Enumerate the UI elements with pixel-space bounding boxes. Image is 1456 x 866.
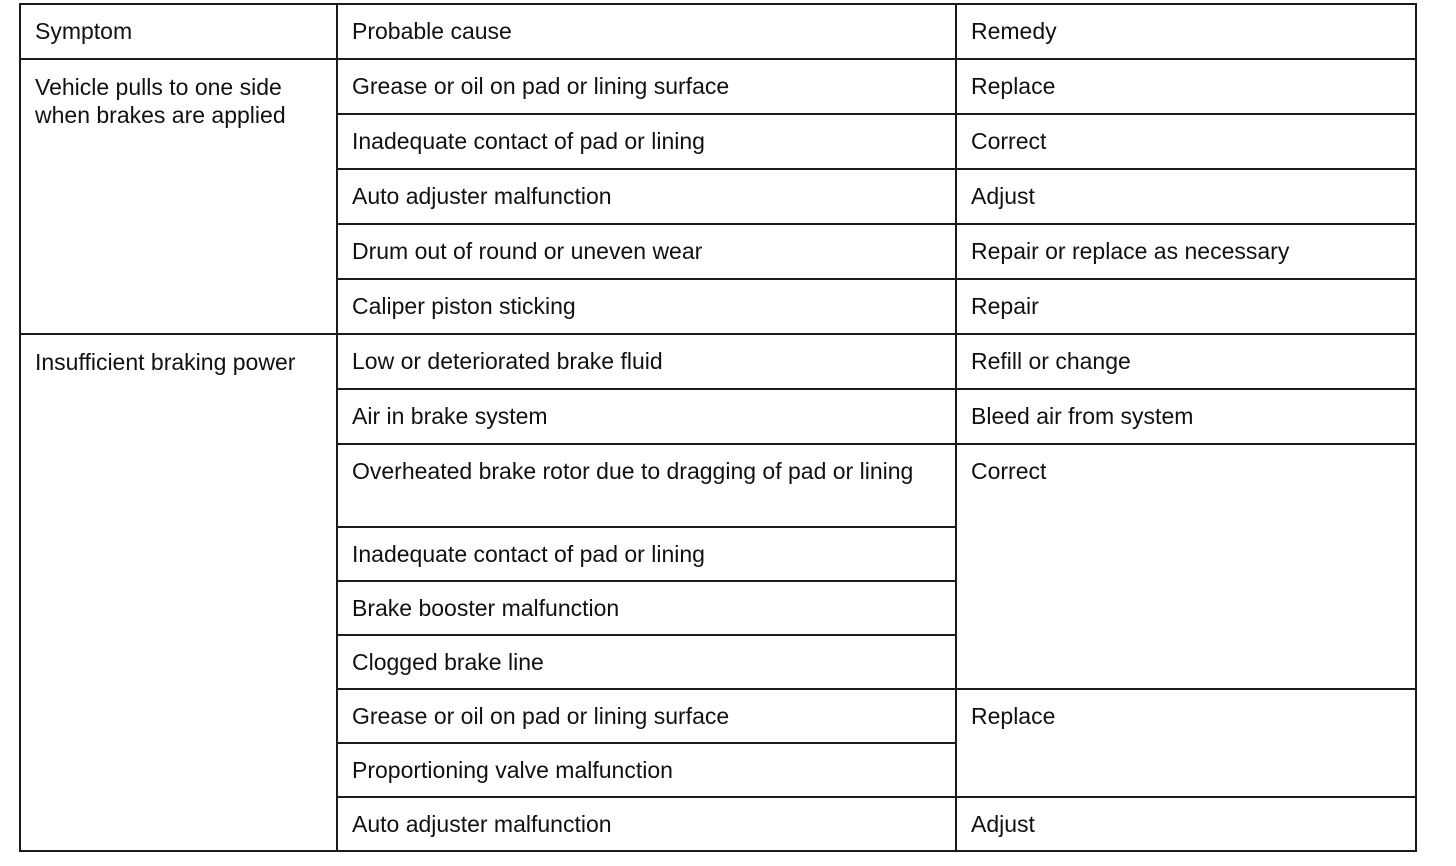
remedy-cell: Repair bbox=[956, 279, 1416, 334]
cause-cell: Auto adjuster malfunction bbox=[337, 797, 956, 851]
cause-cell: Inadequate contact of pad or lining bbox=[337, 114, 956, 169]
cause-cell: Grease or oil on pad or lining surface bbox=[337, 59, 956, 114]
cause-cell: Proportioning valve malfunction bbox=[337, 743, 956, 797]
cause-cell: Drum out of round or uneven wear bbox=[337, 224, 956, 279]
remedy-cell: Refill or change bbox=[956, 334, 1416, 389]
header-remedy: Remedy bbox=[956, 4, 1416, 59]
symptom-cell: Vehicle pulls to one side when brakes are applied bbox=[20, 59, 337, 334]
table-row bbox=[20, 59, 1416, 114]
cause-cell: Caliper piston sticking bbox=[337, 279, 956, 334]
remedy-cell: Correct bbox=[956, 114, 1416, 169]
cause-cell: Air in brake system bbox=[337, 389, 956, 444]
cause-cell: Inadequate contact of pad or lining bbox=[337, 527, 956, 581]
cause-cell: Grease or oil on pad or lining surface bbox=[337, 689, 956, 743]
remedy-cell: Adjust bbox=[956, 169, 1416, 224]
header-row bbox=[20, 4, 1416, 59]
remedy-cell: Repair or replace as necessary bbox=[956, 224, 1416, 279]
cause-cell: Overheated brake rotor due to dragging of pad or lining bbox=[337, 444, 956, 527]
table-row bbox=[20, 334, 1416, 389]
cause-cell: Clogged brake line bbox=[337, 635, 956, 689]
remedy-cell: Correct bbox=[956, 444, 1416, 689]
header-symptom: Symptom bbox=[20, 4, 337, 59]
remedy-cell: Replace bbox=[956, 59, 1416, 114]
remedy-cell: Adjust bbox=[956, 797, 1416, 851]
cause-cell: Brake booster malfunction bbox=[337, 581, 956, 635]
symptom-cell: Insufficient braking power bbox=[20, 334, 337, 851]
cause-cell: Auto adjuster malfunction bbox=[337, 169, 956, 224]
troubleshooting-table bbox=[19, 3, 1417, 852]
header-probable-cause: Probable cause bbox=[337, 4, 956, 59]
remedy-cell: Bleed air from system bbox=[956, 389, 1416, 444]
cause-cell: Low or deteriorated brake fluid bbox=[337, 334, 956, 389]
remedy-cell: Replace bbox=[956, 689, 1416, 797]
